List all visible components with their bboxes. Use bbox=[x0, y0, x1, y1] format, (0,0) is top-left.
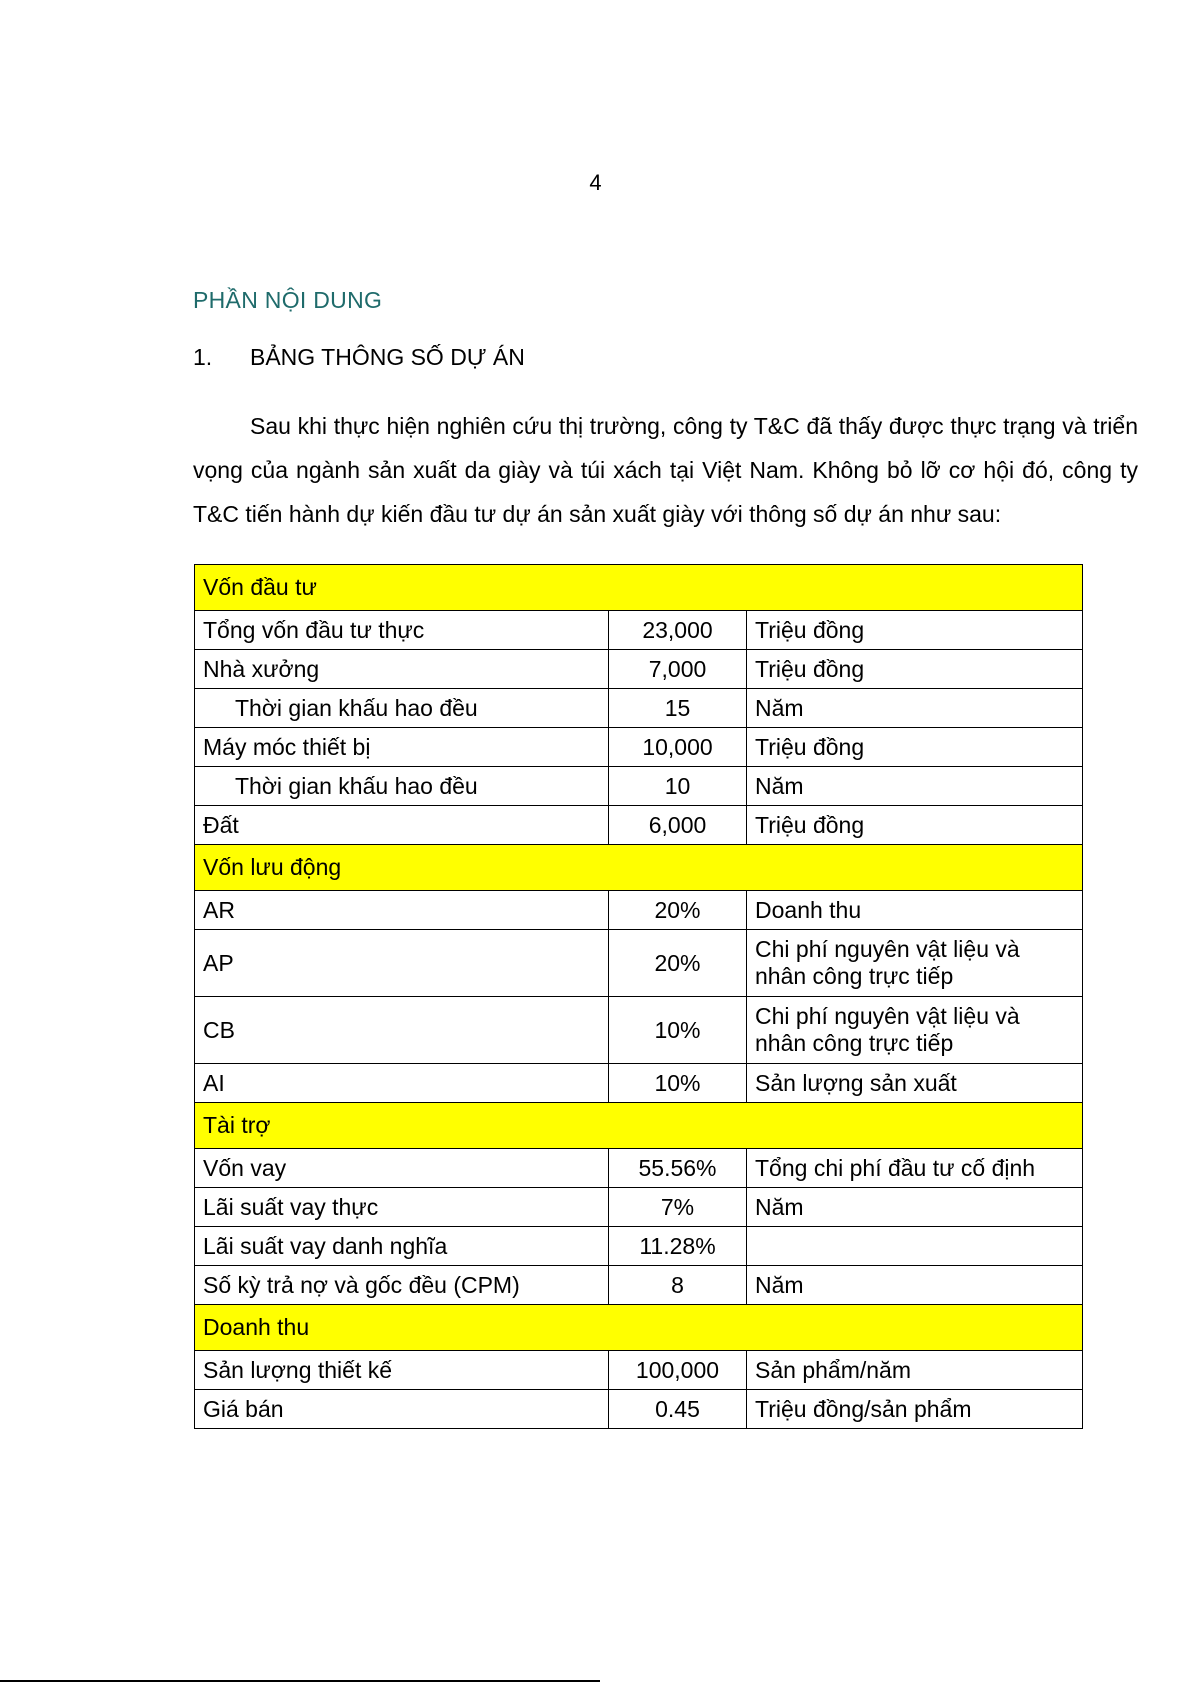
table-row bbox=[195, 650, 1083, 689]
table-row bbox=[195, 1064, 1083, 1103]
footer-divider bbox=[0, 1680, 600, 1682]
row-label: Giá bán bbox=[195, 1390, 609, 1429]
row-value: 10% bbox=[609, 997, 747, 1064]
row-unit: Năm bbox=[747, 689, 1083, 728]
row-label: Lãi suất vay thực bbox=[195, 1188, 609, 1227]
table-row bbox=[195, 806, 1083, 845]
row-unit: Triệu đồng bbox=[747, 728, 1083, 767]
table-row bbox=[195, 767, 1083, 806]
row-unit: Sản phẩm/năm bbox=[747, 1351, 1083, 1390]
section-label: Doanh thu bbox=[195, 1305, 1083, 1351]
row-unit: Doanh thu bbox=[747, 891, 1083, 930]
heading bbox=[193, 344, 525, 371]
section-label: Vốn đầu tư bbox=[195, 565, 1083, 611]
row-label: Máy móc thiết bị bbox=[195, 728, 609, 767]
table-row bbox=[195, 1188, 1083, 1227]
row-label: Thời gian khấu hao đều bbox=[195, 689, 609, 728]
row-unit: Triệu đồng bbox=[747, 806, 1083, 845]
row-label: Tổng vốn đầu tư thực bbox=[195, 611, 609, 650]
row-value: 0.45 bbox=[609, 1390, 747, 1429]
row-value: 11.28% bbox=[609, 1227, 747, 1266]
heading-text: BẢNG THÔNG SỐ DỰ ÁN bbox=[250, 344, 525, 370]
heading-number: 1. bbox=[193, 344, 213, 370]
row-label: Lãi suất vay danh nghĩa bbox=[195, 1227, 609, 1266]
row-label: CB bbox=[195, 997, 609, 1064]
table-row bbox=[195, 891, 1083, 930]
row-value: 23,000 bbox=[609, 611, 747, 650]
section-row-investment bbox=[195, 565, 1083, 611]
row-value: 20% bbox=[609, 891, 747, 930]
row-label: Sản lượng thiết kế bbox=[195, 1351, 609, 1390]
table-row bbox=[195, 930, 1083, 997]
table-row bbox=[195, 1149, 1083, 1188]
row-unit: Chi phí nguyên vật liệu và nhân công trực tiếp bbox=[747, 997, 1083, 1064]
row-unit: Chi phí nguyên vật liệu và nhân công trực tiếp bbox=[747, 930, 1083, 997]
row-value: 10 bbox=[609, 767, 747, 806]
row-value: 55.56% bbox=[609, 1149, 747, 1188]
row-label: Số kỳ trả nợ và gốc đều (CPM) bbox=[195, 1266, 609, 1305]
table-row bbox=[195, 728, 1083, 767]
row-label: Thời gian khấu hao đều bbox=[195, 767, 609, 806]
section-title: PHẦN NỘI DUNG bbox=[193, 287, 383, 313]
intro-paragraph: Sau khi thực hiện nghiên cứu thị trường, công ty T&C đã thấy được thực trạng và triển vọng của ngành sản xuất da giày và túi xách tại Việt Nam. Không bỏ lỡ cơ hội đó, công ty T&C tiến hành dự kiến đầu tư dự án sản xuất giày với thông số dự án như sau: bbox=[193, 413, 1138, 527]
table-row bbox=[195, 1390, 1083, 1429]
row-value: 15 bbox=[609, 689, 747, 728]
project-parameters-table bbox=[194, 564, 1083, 1429]
row-value: 10% bbox=[609, 1064, 747, 1103]
row-label: AR bbox=[195, 891, 609, 930]
table-row bbox=[195, 689, 1083, 728]
row-unit: Năm bbox=[747, 767, 1083, 806]
row-label: AI bbox=[195, 1064, 609, 1103]
table-row bbox=[195, 611, 1083, 650]
row-value: 20% bbox=[609, 930, 747, 997]
row-label: Đất bbox=[195, 806, 609, 845]
row-unit: Năm bbox=[747, 1188, 1083, 1227]
row-label: AP bbox=[195, 930, 609, 997]
section-row-working-capital bbox=[195, 845, 1083, 891]
row-unit: Triệu đồng/sản phẩm bbox=[747, 1390, 1083, 1429]
row-value: 7% bbox=[609, 1188, 747, 1227]
row-unit: Triệu đồng bbox=[747, 611, 1083, 650]
row-label: Nhà xưởng bbox=[195, 650, 609, 689]
table-row bbox=[195, 1227, 1083, 1266]
row-value: 7,000 bbox=[609, 650, 747, 689]
row-unit: Năm bbox=[747, 1266, 1083, 1305]
row-unit bbox=[747, 1227, 1083, 1266]
row-value: 6,000 bbox=[609, 806, 747, 845]
table-row bbox=[195, 1351, 1083, 1390]
row-value: 100,000 bbox=[609, 1351, 747, 1390]
row-value: 8 bbox=[609, 1266, 747, 1305]
row-unit: Triệu đồng bbox=[747, 650, 1083, 689]
row-unit: Tổng chi phí đầu tư cố định bbox=[747, 1149, 1083, 1188]
table-row bbox=[195, 997, 1083, 1064]
section-row-revenue bbox=[195, 1305, 1083, 1351]
section-label: Vốn lưu động bbox=[195, 845, 1083, 891]
row-label: Vốn vay bbox=[195, 1149, 609, 1188]
row-unit: Sản lượng sản xuất bbox=[747, 1064, 1083, 1103]
page-number: 4 bbox=[589, 170, 602, 195]
row-value: 10,000 bbox=[609, 728, 747, 767]
section-row-financing bbox=[195, 1103, 1083, 1149]
table-row bbox=[195, 1266, 1083, 1305]
section-label: Tài trợ bbox=[195, 1103, 1083, 1149]
